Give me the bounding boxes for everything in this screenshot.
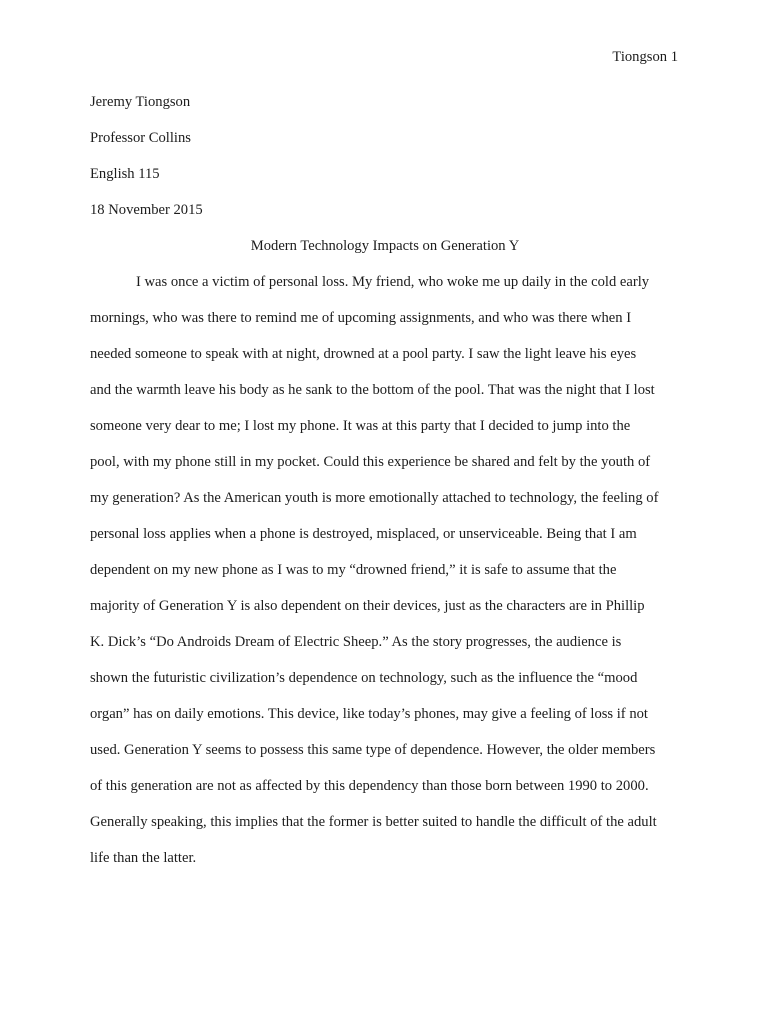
body-line: Generally speaking, this implies that the former is better suited to handle the difficult of the adult [90, 814, 657, 830]
body-line: mornings, who was there to remind me of upcoming assignments, and who was there when I [90, 310, 632, 326]
course-name: English 115 [90, 166, 160, 182]
body-line: of this generation are not as affected by this dependency than those born between 1990 to 2000. [90, 778, 649, 794]
mla-heading [90, 92, 680, 236]
body-line: and the warmth leave his body as he sank to the bottom of the pool. That was the night that I lost [90, 382, 655, 398]
body-line: life than the latter. [90, 850, 197, 866]
running-head: Tiongson 1 [612, 49, 678, 65]
essay-date: 18 November 2015 [90, 202, 203, 218]
author-name: Jeremy Tiongson [90, 94, 191, 110]
body-line: needed someone to speak with at night, drowned at a pool party. I saw the light leave his eyes [90, 346, 637, 362]
essay-body [90, 272, 680, 884]
body-line: shown the futuristic civilization’s dependence on technology, such as the influence the “mood [90, 670, 638, 686]
body-line: K. Dick’s “Do Androids Dream of Electric Sheep.” As the story progresses, the audience is [90, 634, 622, 650]
body-line: pool, with my phone still in my pocket. Could this experience be shared and felt by the youth of [90, 454, 651, 470]
body-line: organ” has on daily emotions. This device, like today’s phones, may give a feeling of loss if not [90, 706, 648, 722]
instructor-name: Professor Collins [90, 130, 191, 146]
body-line: majority of Generation Y is also dependent on their devices, just as the characters are in Phillip [90, 598, 645, 614]
body-line: I was once a victim of personal loss. My friend, who woke me up daily in the cold early [136, 274, 650, 290]
body-line: personal loss applies when a phone is destroyed, misplaced, or unserviceable. Being that I am [90, 526, 637, 542]
essay-title: Modern Technology Impacts on Generation Y [250, 238, 520, 254]
body-line: my generation? As the American youth is more emotionally attached to technology, the feeling of [90, 490, 659, 506]
body-line: someone very dear to me; I lost my phone. It was at this party that I decided to jump into the [90, 418, 631, 434]
body-line: used. Generation Y seems to possess this same type of dependence. However, the older members [90, 742, 656, 758]
body-line: dependent on my new phone as I was to my “drowned friend,” it is safe to assume that the [90, 562, 617, 578]
